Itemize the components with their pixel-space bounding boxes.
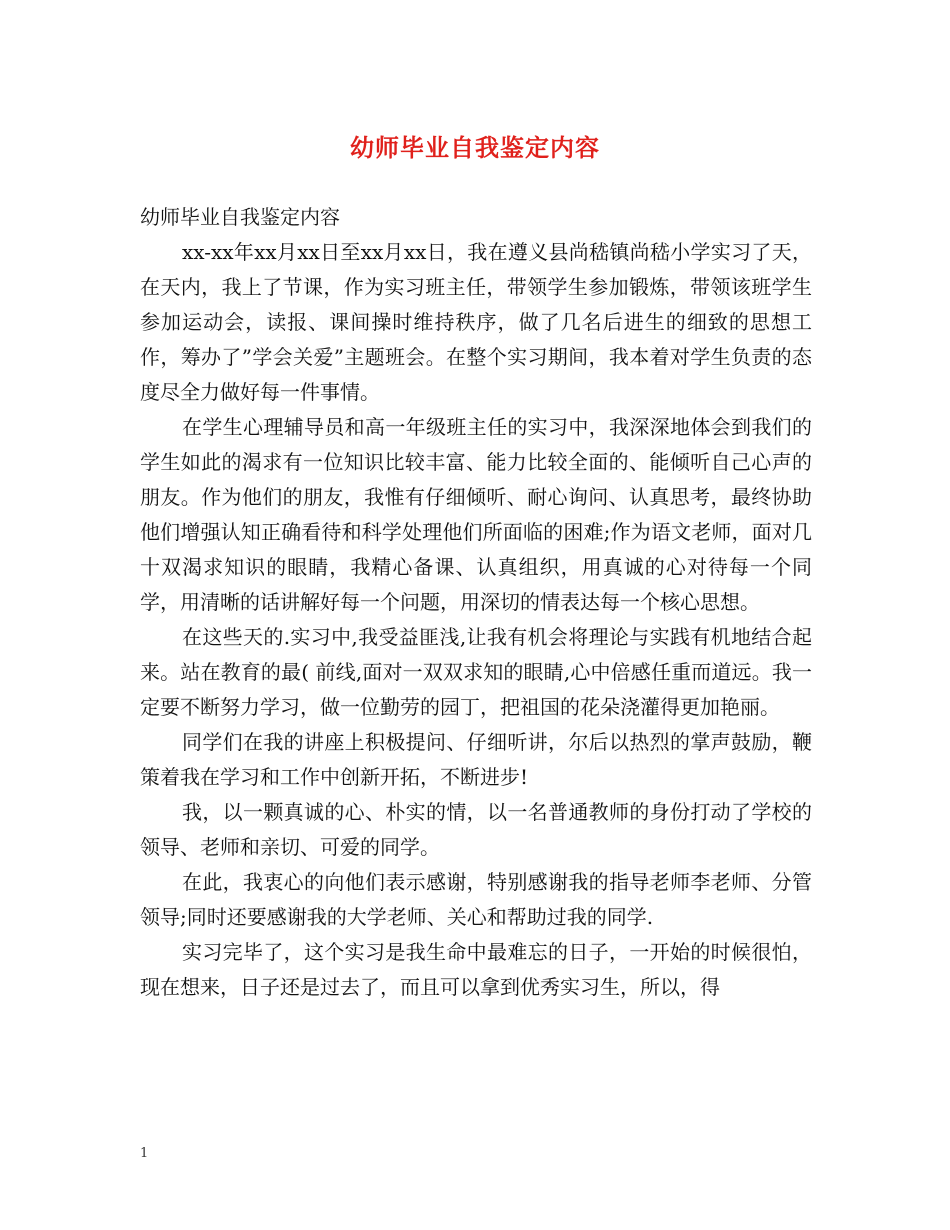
paragraph: xx-xx年xx月xx日至xx月xx日，我在遵义县尚嵇镇尚嵇小学实习了天，在天内，我上了节课，作为实习班主任，带领学生参加锻炼，带领该班学生参加运动会，读报、课间操时维持秩序，做了几名后进生的细致的思想工作，筹办了”学会关爱”主题班会。在整个实习期间，我本着对学生负责的态度尽全力做好每一件事情。 (140, 240, 812, 404)
page-number: 1 (140, 1146, 149, 1161)
paragraph: 在这些天的.实习中,我受益匪浅,让我有机会将理论与实践有机地结合起来。站在教育的最( 前线,面对一双双求知的眼睛,心中倍感任重而道远。我一定要不断努力学习，做一位勤劳的园丁，把祖国的花朵浇灌得更加艳丽。 (140, 625, 812, 719)
paragraph: 实习完毕了，这个实习是我生命中最难忘的日子，一开始的时候很怕，现在想来，日子还是过去了，而且可以拿到优秀实习生，所以，得 (140, 940, 812, 999)
paragraph: 在学生心理辅导员和高一年级班主任的实习中，我深深地体会到我们的学生如此的渴求有一位知识比较丰富、能力比较全面的、能倾听自己心声的朋友。作为他们的朋友，我惟有仔细倾听、耐心询问、认真思考，最终协助他们增强认知正确看待和科学处理他们所面临的困难;作为语文老师，面对几十双渴求知识的眼睛，我精心备课、认真组织，用真诚的心对待每一个同学，用清晰的话讲解好每一个问题，用深切的情表达每一个核心思想。 (140, 415, 812, 614)
paragraph: 同学们在我的讲座上积极提问、仔细听讲，尔后以热烈的掌声鼓励，鞭策着我在学习和工作中创新开拓，不断进步! (140, 730, 812, 789)
document-body (140, 200, 812, 1005)
paragraph: 我，以一颗真诚的心、朴实的情，以一名普通教师的身份打动了学校的领导、老师和亲切、可爱的同学。 (140, 800, 812, 859)
document-title: 幼师毕业自我鉴定内容 (350, 133, 600, 162)
paragraph: 在此，我衷心的向他们表示感谢，特别感谢我的指导老师李老师、分管领导;同时还要感谢我的大学老师、关心和帮助过我的同学. (140, 870, 812, 929)
paragraph-subtitle: 幼师毕业自我鉴定内容 (140, 205, 340, 229)
